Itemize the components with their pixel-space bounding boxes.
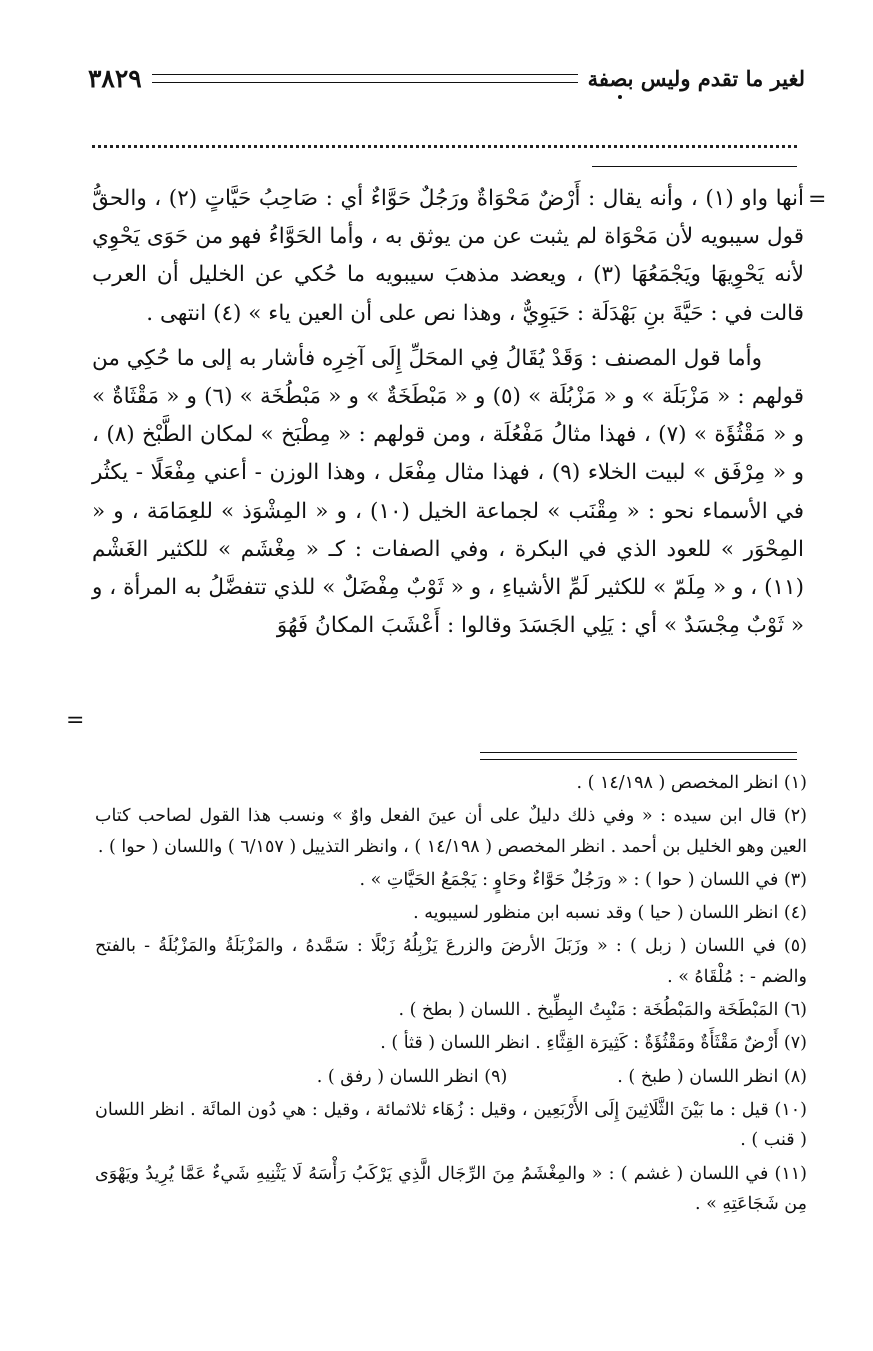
running-header	[88, 58, 805, 98]
main-text	[92, 180, 804, 645]
footnote-11: (١١) في اللسان ( غشم ) : « والمِغْشَمُ مِنَ الرِّجَال الَّذِي يَرْكَبُ رَأْسَهُ لَا يَثْنِيهِ شَيءٌ عَمَّا يُرِيدُ ويَهْوَى مِن شَجَاعَتِهِ » .	[95, 1163, 807, 1214]
footnote-4: (٤) انظر اللسان ( حيا ) وقد نسبه ابن منظور لسيبويه .	[413, 903, 807, 924]
header-dot-mark	[618, 95, 622, 99]
footnote-9: (٩) انظر اللسان ( رفق ) .	[316, 1066, 508, 1087]
footnotes	[95, 768, 807, 1222]
footnote-3: (٣) في اللسان ( حوا ) : « ورَجُلٌ حَوَّاءٌ وحَاوٍ : يَجْمَعُ الحَيَّاتِ » .	[359, 869, 807, 890]
footnote-2: (٢) قال ابن سيده : « وفي ذلك دليلٌ على أن عينَ الفعل واوٌ » ونسب هذا القول لصاحب كتاب العين وهو الخليل بن أحمد . انظر المخصص ( ١٤/١٩٨ ) ، وانظر التذييل ( ٦/١٥٧ ) واللسان ( حوا ) .	[95, 806, 807, 857]
continuation-mark-start: =	[808, 187, 827, 212]
header-double-rule	[152, 74, 578, 83]
footnote-5: (٥) في اللسان ( زبل ) : « وزَبَلَ الأرضَ والزرعَ يَزْبِلُهُ زَبْلًا : سَمَّدهُ ، والمَزْبَلَةُ والمَزْبُلَةُ - بالفتح والضم - : مُلْقَاهُ » .	[95, 936, 807, 987]
footnote-8: (٨) انظر اللسان ( طبخ ) .	[617, 1066, 807, 1087]
body-paragraph-1: أنها واو (١) ، وأنه يقال : أَرْضٌ مَحْوَاةٌ ورَجُلٌ حَوَّاءٌ أي : صَاحِبُ حَيَّاتٍ (٢) ، والحقُّ قول سيبويه لأن مَحْوَاة لم يثبت عن من يوثق به ، وأما الحَوَّاءُ فهو من حَوَى يَحْوِي لأنه يَحْوِيهَا ويَجْمَعُهَا (٣) ، ويعضد مذهبَ سيبويه ما حُكي عن الخليل أن العرب قالت في : حَيَّةَ بنِ بَهْدَلَة : حَيَوِيٌّ ، وهذا نص على أن العين ياء » (٤) انتهى .	[92, 186, 804, 326]
top-short-rule	[592, 166, 797, 167]
footnote-1: (١) انظر المخصص ( ١٤/١٩٨ ) .	[576, 773, 807, 793]
footnote-6: (٦) المَبْطَخَة والمَبْطُخَة : مَنْبِتُ البِطِّيخ . اللسان ( بطخ ) .	[398, 1000, 807, 1021]
footnote-7: (٧) أَرْضٌ مَقْثَأَةٌ ومَقْثُؤَةٌ : كَثِيرَة القِثَّاءِ . انظر اللسان ( قثأ ) .	[380, 1033, 807, 1054]
running-title: لغير ما تقدم وليس بصفة	[587, 65, 805, 91]
page-number: ٣٨٢٩	[88, 63, 142, 93]
footnote-pair	[95, 1062, 807, 1092]
footnote-separator	[480, 752, 797, 760]
continuation-mark-end: =	[66, 708, 85, 733]
dotted-separator	[92, 145, 797, 148]
footnote-10: (١٠) قيل : ما بَيْنَ الثَّلَاثِينَ إِلَى الأَرْبَعِين ، وقيل : زُهَاء ثلاثمائة ، وقيل : هي دُون المائَة . انظر اللسان ( قنب ) .	[95, 1099, 807, 1151]
body-paragraph-2: وأما قول المصنف : وَقَدْ يُقَالُ فِي المحَلِّ إِلَى آخِرِه فأشار به إلى ما حُكِي من قولهم : « مَزْبَلَة » و « مَزْبُلَة » (٥) و « مَبْطَخَةٌ » و « مَبْطُخَة » (٦) و « مَقْثَاةٌ » و « مَقْثُؤَة » (٧) ، فهذا مثالُ مَفْعُلَة ، ومن قولهم : « مِطْبَخ » لمكان الطَّبْخ (٨) ، و « مِرْفَق » لبيت الخلاء (٩) ، فهذا مثال مِفْعَل ، وهذا الوزن - أعني مِفْعَلًا - يكثُر في الأسماء نحو : « مِقْنَب » لجماعة الخيل (١٠) ، و « المِشْوَذ » للعِمَامَة ، و « المِحْوَر » للعود الذي في البكرة ، وفي الصفات : كـ « مِغْشَم » للكثير الغَشْم (١١) ، و « مِلَمّ » للكثير لَمِّ الأشياءِ ، و « ثَوْبٌ مِفْضَلٌ » للذي تتفضَّلُ به المرأة ، و « ثَوْبٌ مِجْسَدٌ » أي : يَلِي الجَسَدَ وقالوا : أَعْشَبَ المكانُ فَهُوَ	[92, 345, 804, 639]
